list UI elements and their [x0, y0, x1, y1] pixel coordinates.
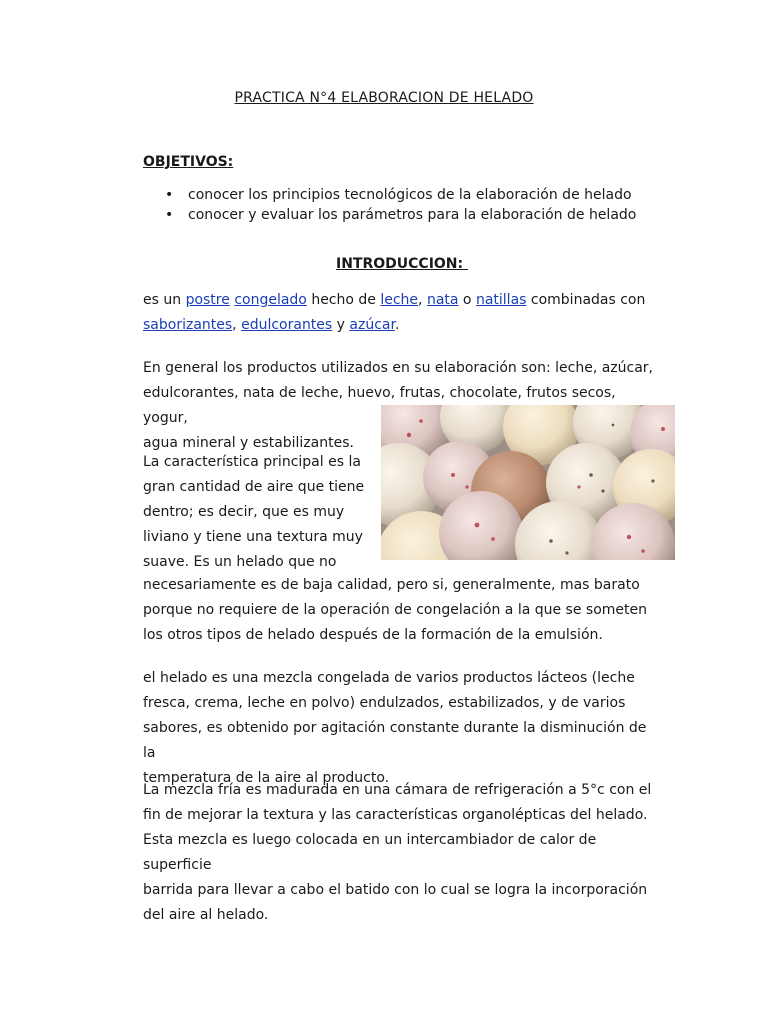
intro-text: . — [394, 317, 400, 333]
paragraph-line: agua mineral y estabilizantes. — [143, 435, 354, 451]
intro-text: , — [232, 317, 242, 333]
paragraph-line: barrida para llevar a cabo el batido con lo cual se logra la incorporación — [143, 882, 648, 898]
paragraph-line: edulcorantes, nata de leche, huevo, frutas, chocolate, frutos secos, yogur, — [143, 385, 616, 426]
objective-item: • conocer los principios tecnológicos de la elaboración de helado — [165, 186, 636, 206]
characteristic-paragraph-continued — [143, 573, 663, 648]
objectives-heading: OBJETIVOS: — [143, 154, 234, 170]
paragraph-line: sabores, es obtenido por agitación constante durante la disminución de la — [143, 720, 647, 761]
intro-text: o — [458, 292, 476, 308]
paragraph-line: fin de mejorar la textura y las características organolépticas del helado. — [143, 807, 648, 823]
document-title: PRACTICA N°4 ELABORACION DE HELADO — [234, 90, 534, 106]
paragraph-line: liviano y tiene una textura muy — [143, 529, 363, 545]
link-congelado[interactable]: congelado — [234, 292, 307, 308]
objectives-list — [165, 186, 636, 225]
paragraph-line: La característica principal es la — [143, 454, 361, 470]
paragraph-line: los otros tipos de helado después de la formación de la emulsión. — [143, 627, 603, 643]
link-edulcorantes[interactable]: edulcorantes — [241, 317, 333, 333]
paragraph-line: fresca, crema, leche en polvo) endulzados, estabilizados, y de varios — [143, 695, 626, 711]
paragraph-line: gran cantidad de aire que tiene — [143, 479, 365, 495]
paragraph-line: del aire al helado. — [143, 907, 269, 923]
intro-text: es un — [143, 292, 186, 308]
paragraph-line: La mezcla fría es madurada en una cámara de refrigeración a 5°c con el — [143, 782, 652, 798]
characteristic-paragraph — [143, 450, 368, 575]
definition-paragraph — [143, 666, 663, 791]
intro-text: hecho de — [306, 292, 381, 308]
ice-cream-photo — [381, 405, 675, 560]
paragraph-line: En general los productos utilizados en su elaboración son: leche, azúcar, — [143, 360, 654, 376]
paragraph-line: porque no requiere de la operación de congelación a la que se someten — [143, 602, 647, 618]
paragraph-line: necesariamente es de baja calidad, pero si, generalmente, mas barato — [143, 577, 640, 593]
paragraph-line: dentro; es decir, que es muy — [143, 504, 345, 520]
link-leche[interactable]: leche — [380, 292, 419, 308]
intro-text: combinadas con — [526, 292, 646, 308]
link-natillas[interactable]: natillas — [475, 292, 527, 308]
intro-paragraph — [143, 288, 663, 338]
link-saborizantes[interactable]: saborizantes — [143, 317, 233, 333]
link-azucar[interactable]: azúcar — [349, 317, 395, 333]
intro-text: y — [332, 317, 350, 333]
objective-item: • conocer y evaluar los parámetros para la elaboración de helado — [165, 206, 636, 226]
paragraph-line: el helado es una mezcla congelada de varios productos lácteos (leche — [143, 670, 635, 686]
process-paragraph — [143, 778, 663, 928]
link-postre[interactable]: postre — [185, 292, 230, 308]
intro-text: , — [418, 292, 427, 308]
introduction-heading: INTRODUCCION: — [336, 256, 468, 272]
paragraph-line: temperatura de la aire al producto. — [143, 770, 390, 786]
paragraph-line: Esta mezcla es luego colocada en un intercambiador de calor de superficie — [143, 832, 597, 873]
paragraph-line: suave. Es un helado que no — [143, 554, 337, 570]
link-nata[interactable]: nata — [426, 292, 459, 308]
